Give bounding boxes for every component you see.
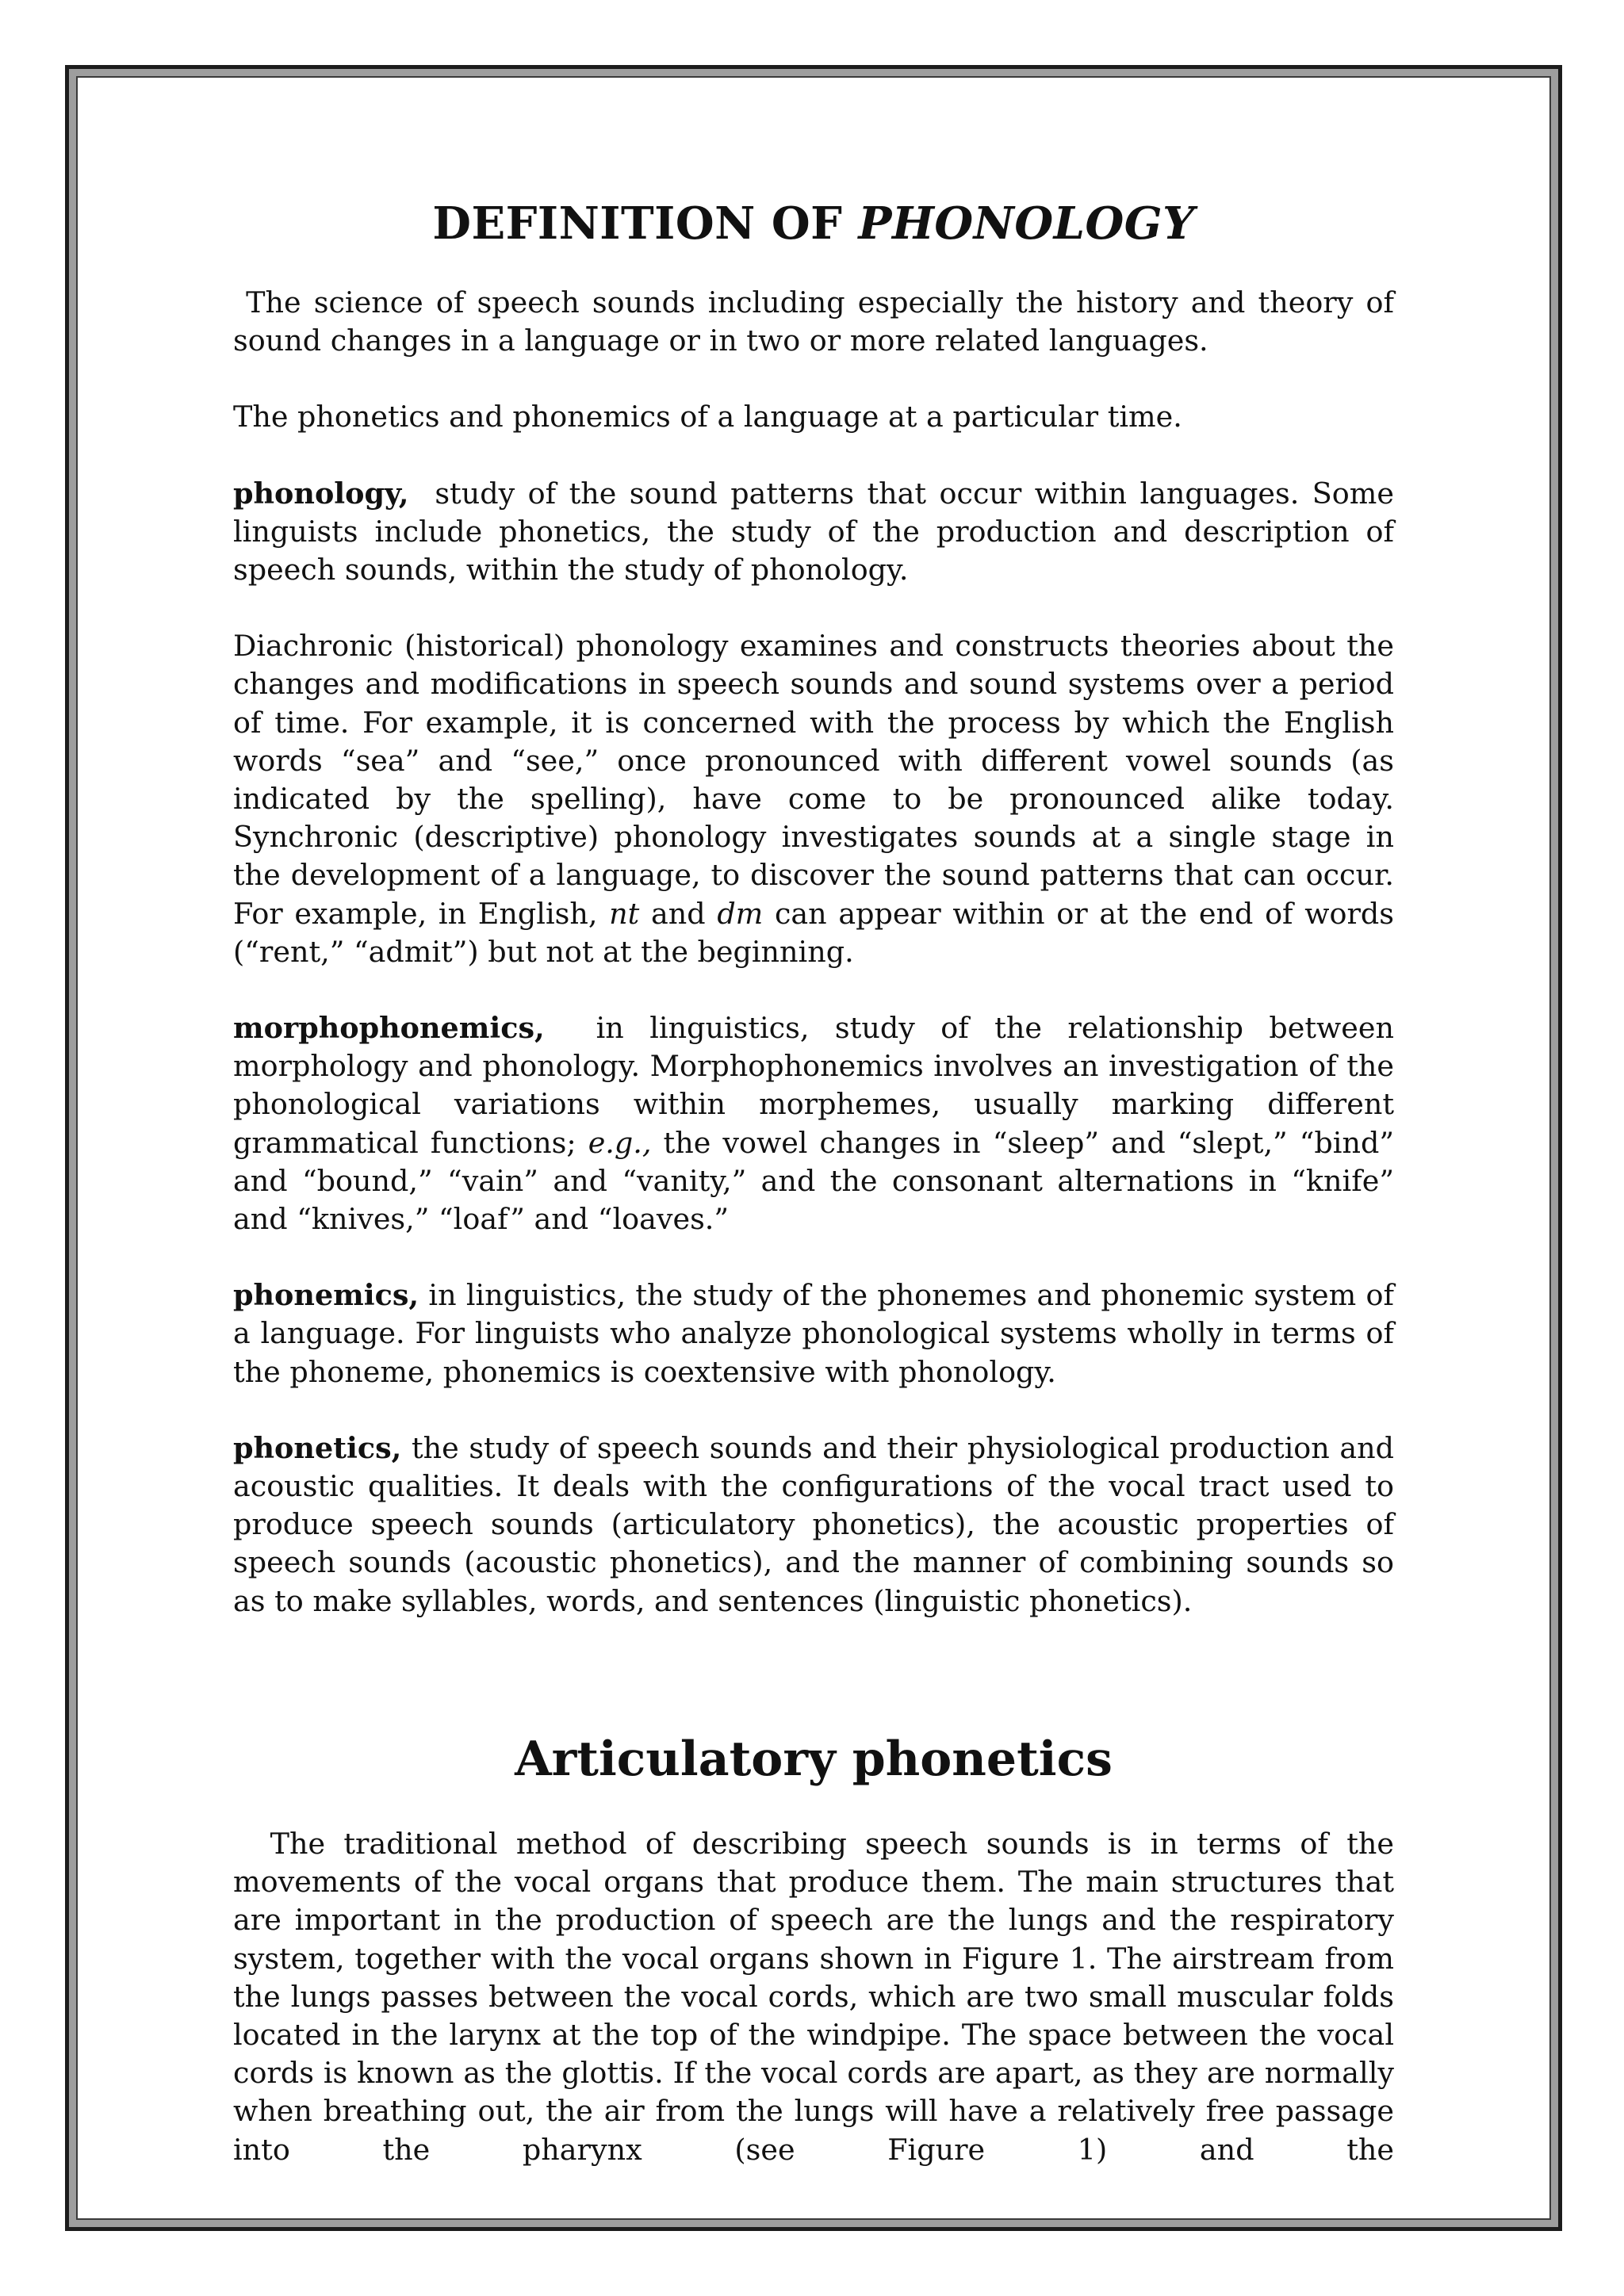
term-phonology: phonology,	[233, 476, 409, 511]
paragraph-morphophonemics	[233, 1009, 1404, 1238]
paragraph-phonetics-phonemics: The phonetics and phonemics of a language at a particular time.	[233, 400, 1182, 434]
phonemics-definition: in linguistics, the study of the phonemes and phonemic system of a language. For linguists who analyze phonological systems wholly in terms of the phoneme, phonemics is coextensive with phonology.	[233, 1278, 1394, 1389]
morphophonemics-text-a: in linguistics, study of the relationship between morphology and phonology. Morphophonemics involves an investigation of the phonological variations within morphemes, usually marking different grammatical functions;	[233, 1011, 1404, 1160]
paragraph-articulatory: The traditional method of describing speech sounds is in terms of the movements of the vocal organs that produce them. The main structures that are important in the production of speech are the lungs and the respiratory system, together with the vocal organs shown in Figure 1. The airstream from the lungs passes between the vocal cords, which are two small muscular folds located in the larynx at the top of the windpipe. The space between the vocal cords is known as the glottis. If the vocal cords are apart, as they are normally when breathing out, the air from the lungs will have a relatively free passage into the pharynx (see Figure 1) and the	[233, 1826, 1404, 2167]
italic-dm: dm	[717, 896, 764, 931]
section-heading-articulatory: Articulatory phonetics	[515, 1731, 1113, 1787]
italic-nt: nt	[609, 896, 640, 931]
paragraph-diachronic	[233, 627, 1394, 971]
diachronic-text-a: Diachronic (historical) phonology examines and constructs theories about the changes and modifications in speech sounds and sound systems over a period of time. For example, it is concerned with the process by which the English words “sea” and “see,” once pronounced with different vowel sounds (as indicated by the spelling), have come to be pronounced alike today. Synchronic (descriptive) phonology investigates sounds at a single stage in the development of a language, to discover the sound patterns that can occur. For example, in English,	[233, 629, 1394, 931]
term-morphophonemics: morphophonemics,	[233, 1011, 545, 1046]
italic-eg: e.g.,	[588, 1125, 652, 1160]
morphophonemics-text-b: the vowel changes in “sleep” and “slept,” “bind” and “bound,” “vain” and “vanity,” and the consonant alternations in “knife” and “knives,” “loaf” and “loaves.”	[233, 1125, 1404, 1237]
paragraph-science: The science of speech sounds including especially the history and theory of sound changes in a language or in two or more related languages.	[233, 285, 1404, 358]
page-title	[233, 190, 1394, 257]
diachronic-text-b: can appear within or at the end of words (“rent,” “admit”) but not at the beginning.	[233, 896, 1394, 969]
paragraph-phonetics	[233, 1429, 1394, 1621]
phonetics-definition: the study of speech sounds and their physiological production and acoustic qualities. It deals with the configurations of the vocal tract used to produce speech sounds (articulatory phonetics), the acoustic properties of speech sounds (acoustic phonetics), and the manner of combining sounds so as to make syllables, words, and sentences (linguistic phonetics).	[233, 1430, 1394, 1618]
term-phonemics: phonemics,	[233, 1278, 419, 1313]
paragraph-phonemics	[233, 1276, 1394, 1391]
diachronic-and: and	[639, 896, 718, 931]
title-italic: PHONOLOGY	[858, 197, 1195, 250]
paragraph-phonology	[233, 475, 1404, 590]
document-body	[233, 190, 1404, 2169]
phonology-definition: study of the sound patterns that occur within languages. Some linguists include phonetics, the study of the production and description of speech sounds, within the study of phonology.	[233, 476, 1404, 587]
term-phonetics: phonetics,	[233, 1430, 402, 1465]
title-prefix: DEFINITION OF	[432, 197, 859, 250]
